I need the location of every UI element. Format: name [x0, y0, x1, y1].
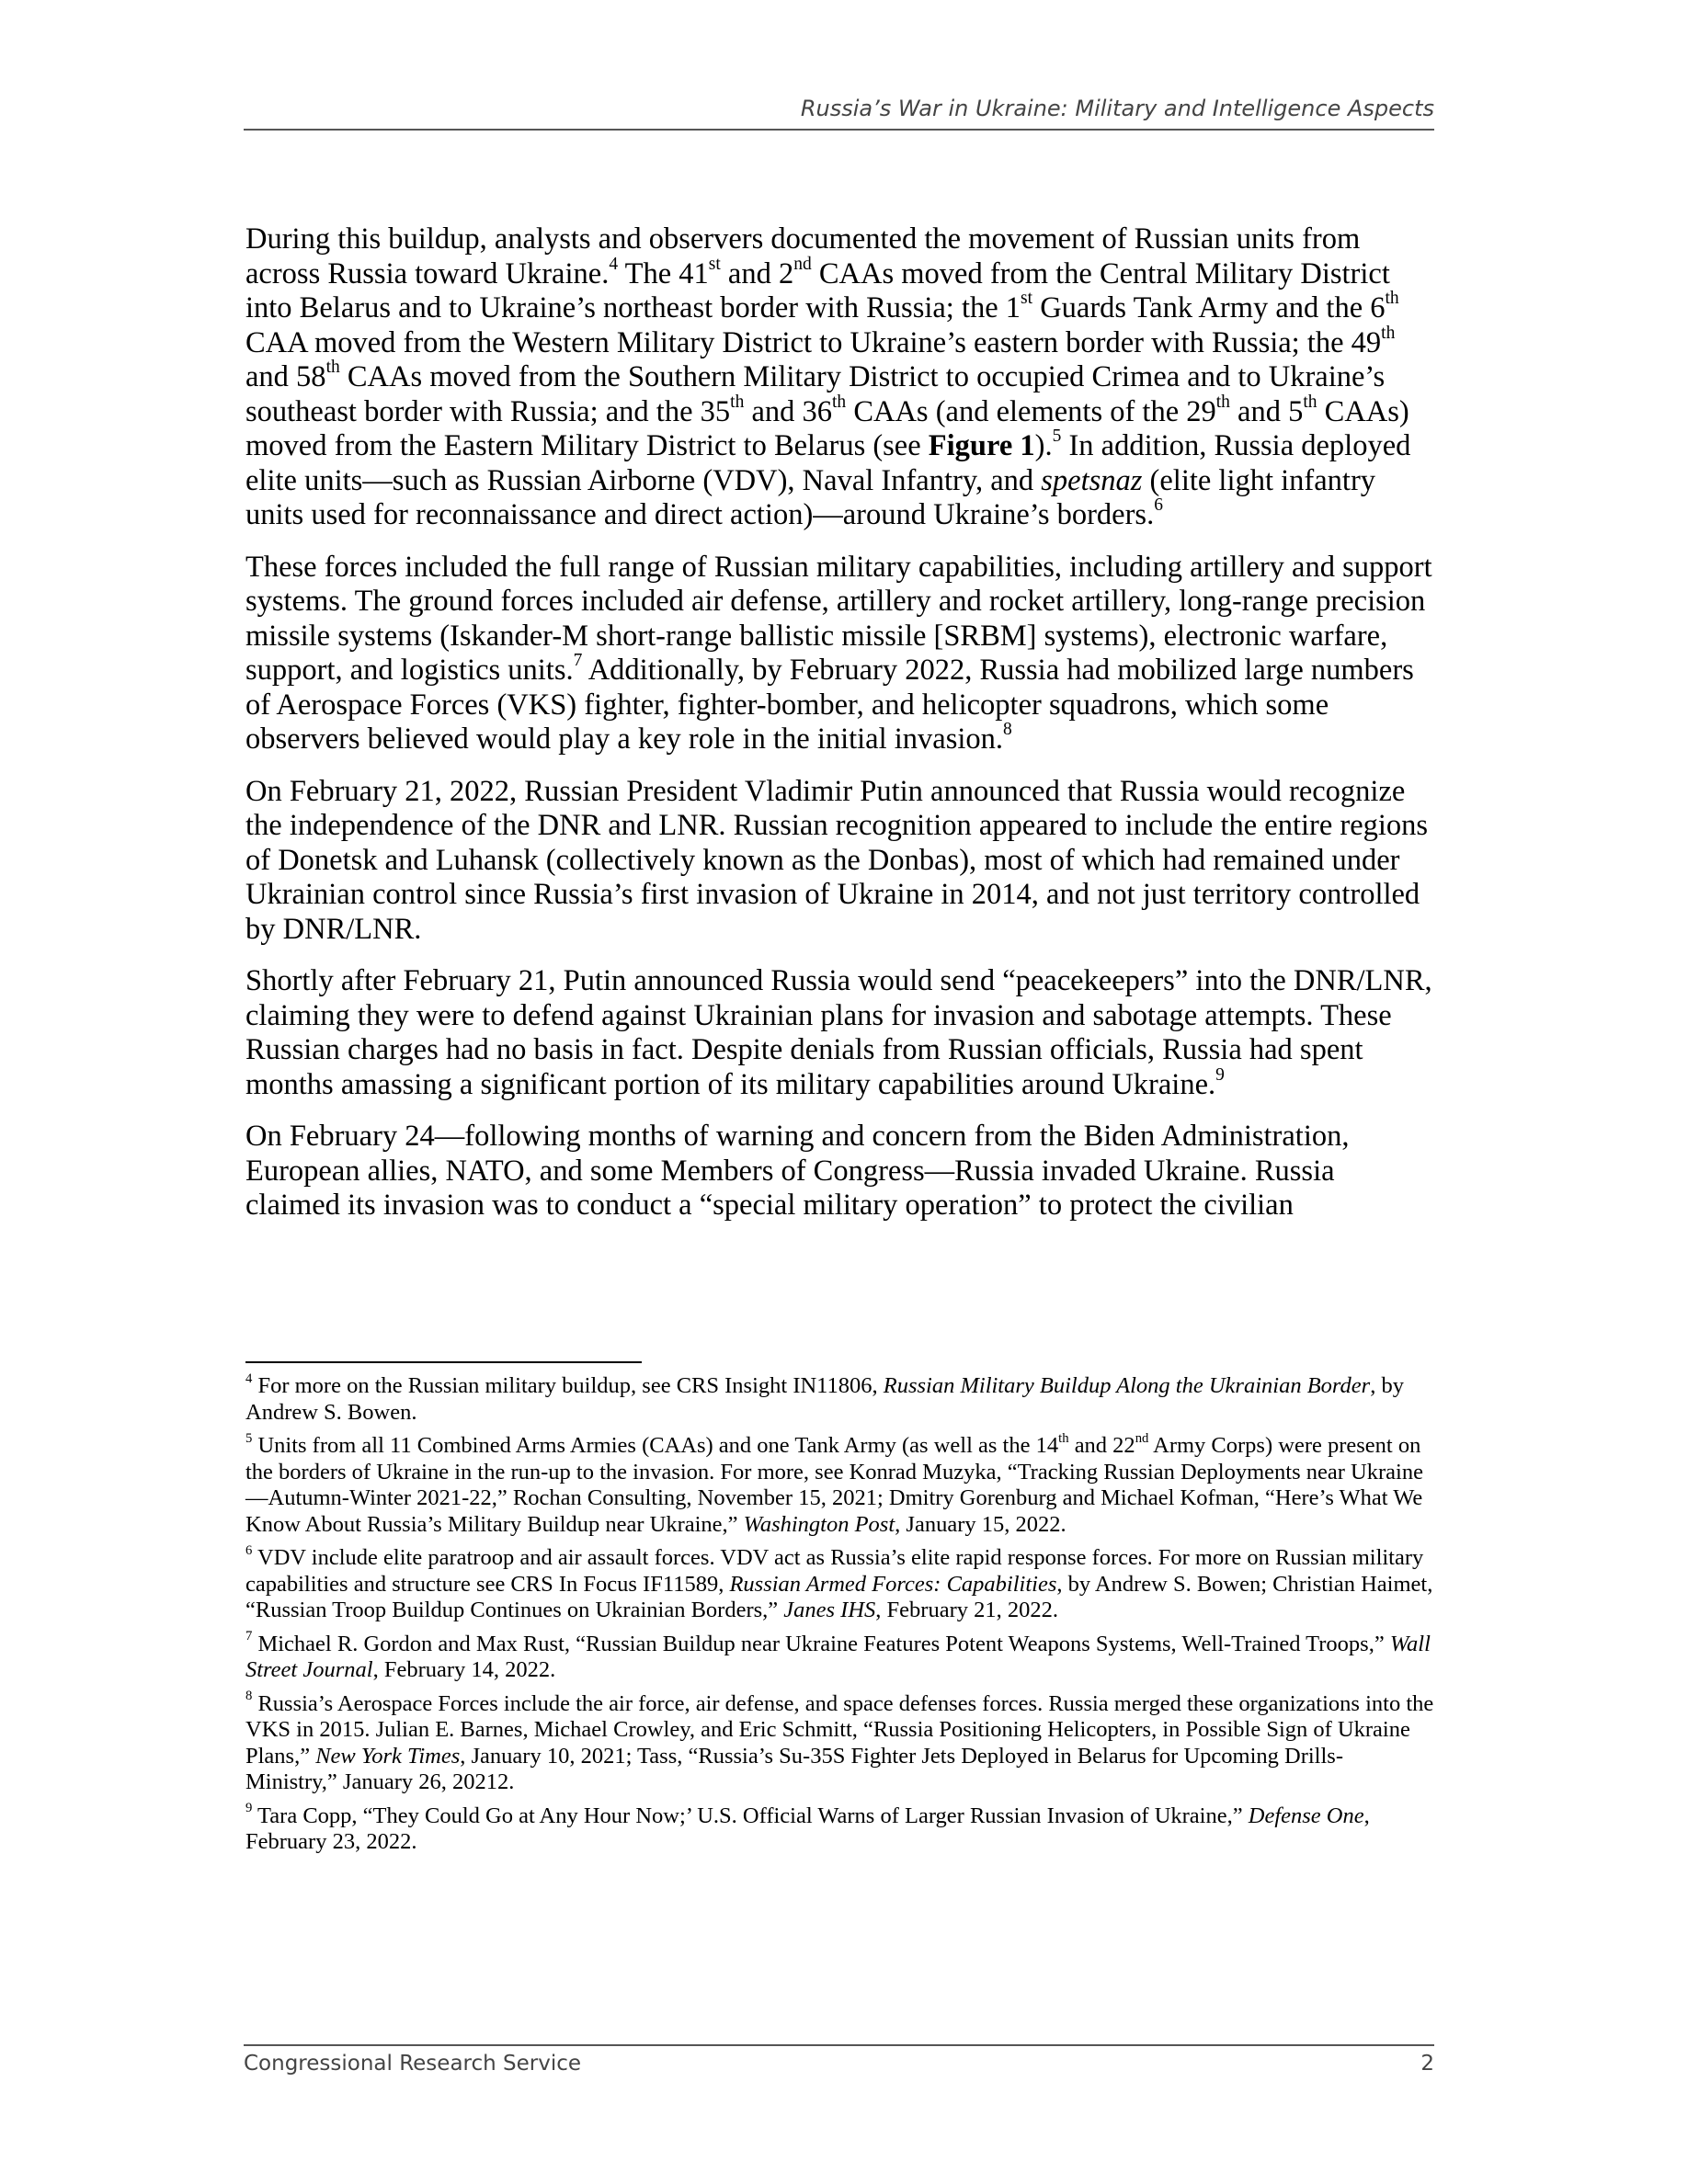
paragraph-5: On February 24—following months of warning and concern from the Biden Administration, European allies, NATO, and some Members of Congress—Russia invaded Ukraine. Russia claimed its invasion was to conduct a “special military operation” to protect the civilian: [245, 1120, 1350, 1222]
footnote-ref-7[interactable]: 7: [573, 651, 583, 671]
footnote-4: $^4$ For more on the Russian military buildup, see CRS Insight IN11806, Russian Military Buildup Along the Ukrainian Border, by Andrew S. Bowen.: [245, 1371, 1404, 1425]
footnote-7: $^7$ Michael R. Gordon and Max Rust, “Russian Buildup near Ukraine Features Potent Weapons Systems, Well-Trained Troops,” Wall Street Journal, February 14, 2022.: [245, 1629, 1431, 1682]
footnote-6: $^6$ VDV include elite paratroop and air assault forces. VDV act as Russia’s elite rapid response forces. For more on Russian military capabilities and structure see CRS In Focus IF11589, Russian Armed Forces: Capabilities, by Andrew S. Bowen; Christian Haimet, “Russian Troop Buildup Continues on Ukrainian Borders,” Janes IHS, February 21, 2022.: [245, 1542, 1433, 1622]
footnote-ref-5[interactable]: 5: [1052, 427, 1062, 447]
footnotes: [245, 1373, 1434, 1863]
paragraph-1: During this buildup, analysts and observers documented the movement of Russian units from across Russia toward Ukraine.$^4$ The 41st and 2nd CAAs moved from the Central Military District into Belarus and to Ukraine’s northeast border with Russia; the 1st Guards Tank Army and the 6th CAA moved from the Western Military District to Ukraine’s eastern border with Russia; the 49th and 58th CAAs moved from the Southern Military District to occupied Crimea and to Ukraine’s southeast border with Russia; and the 35th and 36th CAAs (and elements of the 29th and 5th CAAs) moved from the Eastern Military District to Belarus (see Figure 1).$^5$ In addition, Russia deployed elite units—such as Russian Airborne (VDV), Naval Infantry, and spetsnaz (elite light infantry units used for reconnaissance and direct action)—around Ukraine’s borders.$^6$: [245, 222, 1411, 531]
figure-1-reference[interactable]: Figure 1: [928, 429, 1035, 462]
footnote-separator: [245, 1361, 642, 1363]
body-text: [245, 222, 1434, 1241]
footnote-9: $^9$ Tara Copp, “They Could Go at Any Hour Now;’ U.S. Official Warns of Larger Russian Invasion of Ukraine,” Defense One, February 23, 2022.: [245, 1801, 1370, 1854]
footnote-5: $^5$ Units from all 11 Combined Arms Armies (CAAs) and one Tank Army (as well as the 14th and 22nd Army Corps) were present on the borders of Ukraine in the run-up to the invasion. For more, see Konrad Muzyka, “Tracking Russian Deployments near Ukraine—Autumn-Winter 2021-22,” Rochan Consulting, November 15, 2021; Dmitry Gorenburg and Michael Kofman, “Here’s What We Know About Russia’s Military Buildup near Ukraine,” Washington Post, January 15, 2022.: [245, 1430, 1423, 1537]
footer-source: Congressional Research Service: [244, 2052, 582, 2076]
paragraph-2: These forces included the full range of Russian military capabilities, including artillery and support systems. The ground forces included air defense, artillery and rocket artillery, long-range precision missile systems (Iskander-M short-range ballistic missile [SRBM] systems), electronic warfare, support, and logistics units.$^7$ Additionally, by February 2022, Russia had mobilized large numbers of Aerospace Forces (VKS) fighter, fighter-bomber, and helicopter squadrons, which some observers believed would play a key role in the initial invasion.$^8$: [245, 550, 1432, 756]
paragraph-4: Shortly after February 21, Putin announced Russia would send “peacekeepers” into the DNR/LNR, claiming they were to defend against Ukrainian plans for invasion and sabotage attempts. These Russian charges had no basis in fact. Despite denials from Russian officials, Russia had spent months amassing a significant portion of its military capabilities around Ukraine.$^9$: [245, 964, 1432, 1101]
footnote-ref-6[interactable]: 6: [1154, 495, 1163, 516]
page-number: 2: [1420, 2052, 1434, 2076]
footnote-ref-8[interactable]: 8: [1003, 720, 1012, 740]
footnote-ref-4[interactable]: 4: [609, 254, 619, 274]
paragraph-3: On February 21, 2022, Russian President Vladimir Putin announced that Russia would recognize the independence of the DNR and LNR. Russian recognition appeared to include the entire regions of Donetsk and Luhansk (collectively known as the Donbas), most of which had remained under Ukrainian control since Russia’s first invasion of Ukraine in 2014, and not just territory controlled by DNR/LNR.: [245, 774, 1429, 946]
running-footer: [244, 2044, 1434, 2076]
running-header: Russia’s War in Ukraine: Military and Intelligence Aspects: [244, 96, 1434, 131]
footnote-8: $^8$ Russia’s Aerospace Forces include the air force, air defense, and space defenses forces. Russia merged these organizations into the VKS in 2015. Julian E. Barnes, Michael Crowley, and Eric Schmitt, “Russia Positioning Helicopters, in Possible Sign of Ukraine Plans,” New York Times, January 10, 2021; Tass, “Russia’s Su-35S Fighter Jets Deployed in Belarus for Upcoming Drills-Ministry,” January 26, 20212.: [245, 1689, 1434, 1794]
footnote-ref-9[interactable]: 9: [1215, 1064, 1225, 1085]
